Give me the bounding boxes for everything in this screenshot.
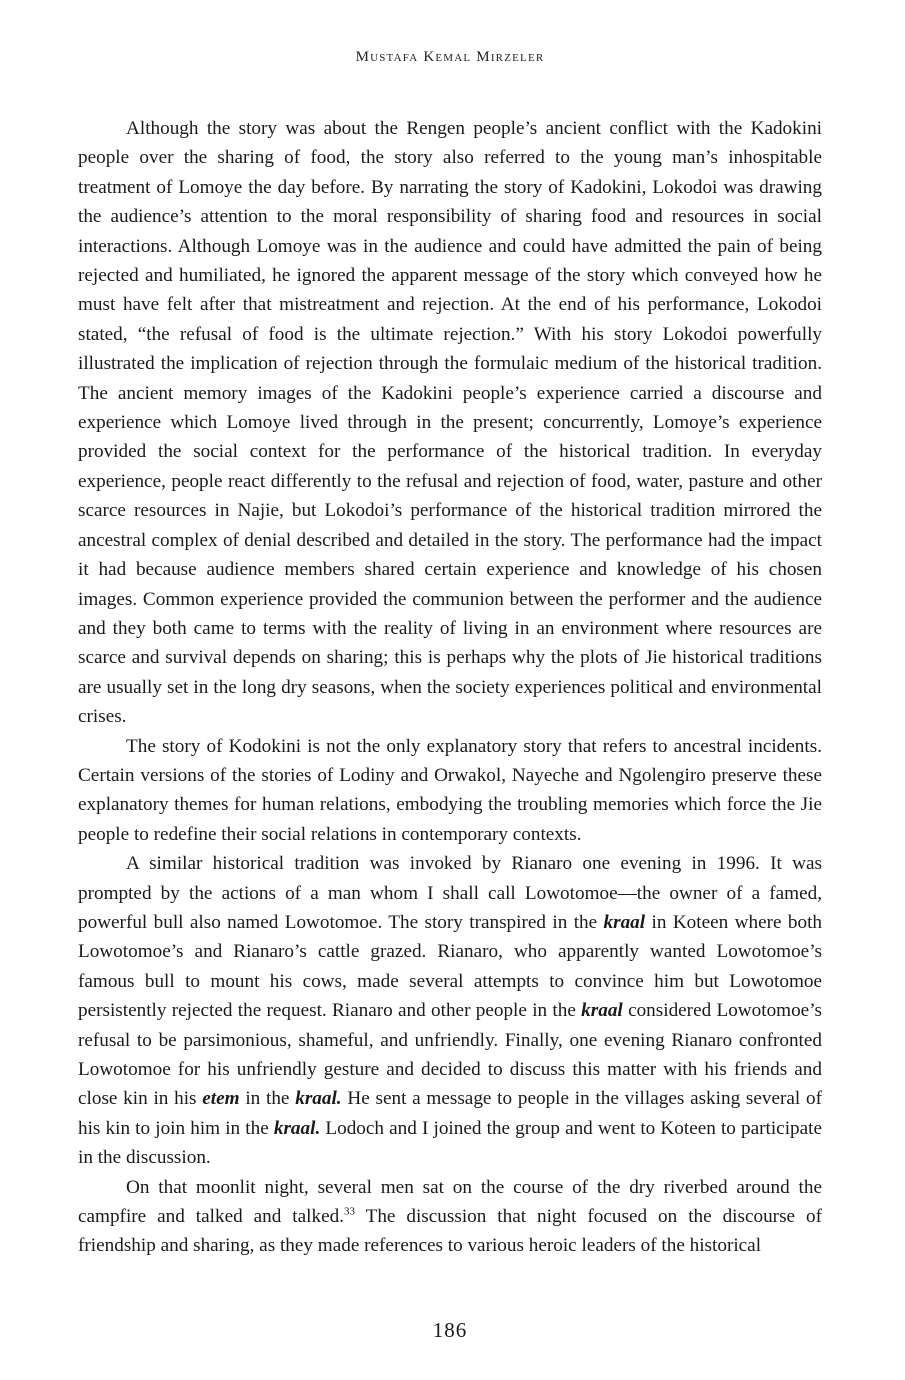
italic-term: kraal. xyxy=(295,1088,342,1110)
text-run: He sent a message to people in the villages asking several of his kin to join him in the xyxy=(78,1088,822,1139)
italic-term: kraal xyxy=(581,1000,623,1022)
text-run: The story of Kodokini is not the only explanatory story that refers to ancestral incidents. Certain versions of the stories of Lodiny and Orwakol, Nayeche and Ngolengiro preserve these explanatory themes for human relations, embodying the troubling memories which force the Jie people to redefine their social relations in contemporary contexts. xyxy=(78,735,822,845)
book-page xyxy=(78,0,822,1380)
italic-term: etem xyxy=(202,1088,240,1110)
paragraph-3 xyxy=(78,849,822,1172)
text-run: On that moonlit night, several men sat on the course of the dry riverbed around the campfire and talked and talked. xyxy=(78,1176,822,1228)
text-run: Lodoch and I joined the group and went to Koteen to participate in the discussion. xyxy=(78,1117,822,1169)
text-run: A similar historical tradition was invoked by Rianaro one evening in 1996. It was prompted by the actions of a man whom I shall call Lowotomoe—the owner of a famed, powerful bull also named Lowotomoe. The story transpired in the xyxy=(78,853,822,933)
italic-term: kraal xyxy=(603,911,646,933)
footnote-marker: 33 xyxy=(343,1205,355,1218)
body-text xyxy=(78,114,822,1261)
paragraph-4 xyxy=(78,1173,822,1261)
text-run: in Koteen where both Lowotomoe’s and Rianaro’s cattle grazed. Rianaro, who apparently wanted Lowotomoe’s famous bull to mount his cows, made several attempts to convince him but Lowotomoe persistently rejected the request. Rianaro and other people in the xyxy=(78,911,822,1022)
text-run: Although the story was about the Rengen people’s ancient conflict with the Kadokini people over the sharing of food, the story also referred to the young man’s inhospitable treatment of Lomoye the day before. By narrating the story of Kadokini, Lokodoi was drawing the audience’s attention to the moral responsibility of sharing food and resources in social interactions. Although Lomoye was in the audience and could have admitted the pain of being rejected and humiliated, he ignored the apparent message of the story which conveyed how he must have felt after that mistreatment and rejection. At the end of his performance, Lokodoi stated, “the refusal of food is the ultimate rejection.” With his story Lokodoi powerfully illustrated the implication of rejection through the formulaic medium of the historical tradition. The ancient memory images of the Kadokini people’s experience carried a discourse and experience which Lomoye lived through in the present; concurrently, Lomoye’s experience provided the social context for the performance of the historical tradition. In everyday experience, people react differently to the refusal and rejection of food, water, pasture and other scarce resources in Najie, but Lokodoi’s performance of the historical tradition mirrored the ancestral complex of denial described and detailed in the story. The performance had the impact it had because audience members shared certain experience and knowledge of his chosen images. Common experience provided the communion between the performer and the audience and they both came to terms with the reality of living in an environment where resources are scarce and survival depends on sharing; this is perhaps why the plots of Jie historical traditions are usually set in the long dry seasons, when the society experiences political and environmental crises. xyxy=(78,118,822,728)
running-head: Mustafa Kemal Mirzeler xyxy=(355,49,545,65)
text-run: in the xyxy=(239,1088,296,1110)
page-number: 186 xyxy=(432,1318,468,1342)
paragraph-1 xyxy=(78,114,822,732)
italic-term: kraal. xyxy=(273,1117,321,1139)
text-run: considered Lowotomoe’s refusal to be parsimonious, shameful, and unfriendly. Finally, one evening Rianaro confronted Lowotomoe for his unfriendly gesture and decided to discuss this matter with his friends and close kin in his xyxy=(78,1000,822,1110)
text-run: The discussion that night focused on the discourse of friendship and sharing, as they made references to various heroic leaders of the historical xyxy=(78,1206,822,1257)
paragraph-2 xyxy=(78,732,822,850)
